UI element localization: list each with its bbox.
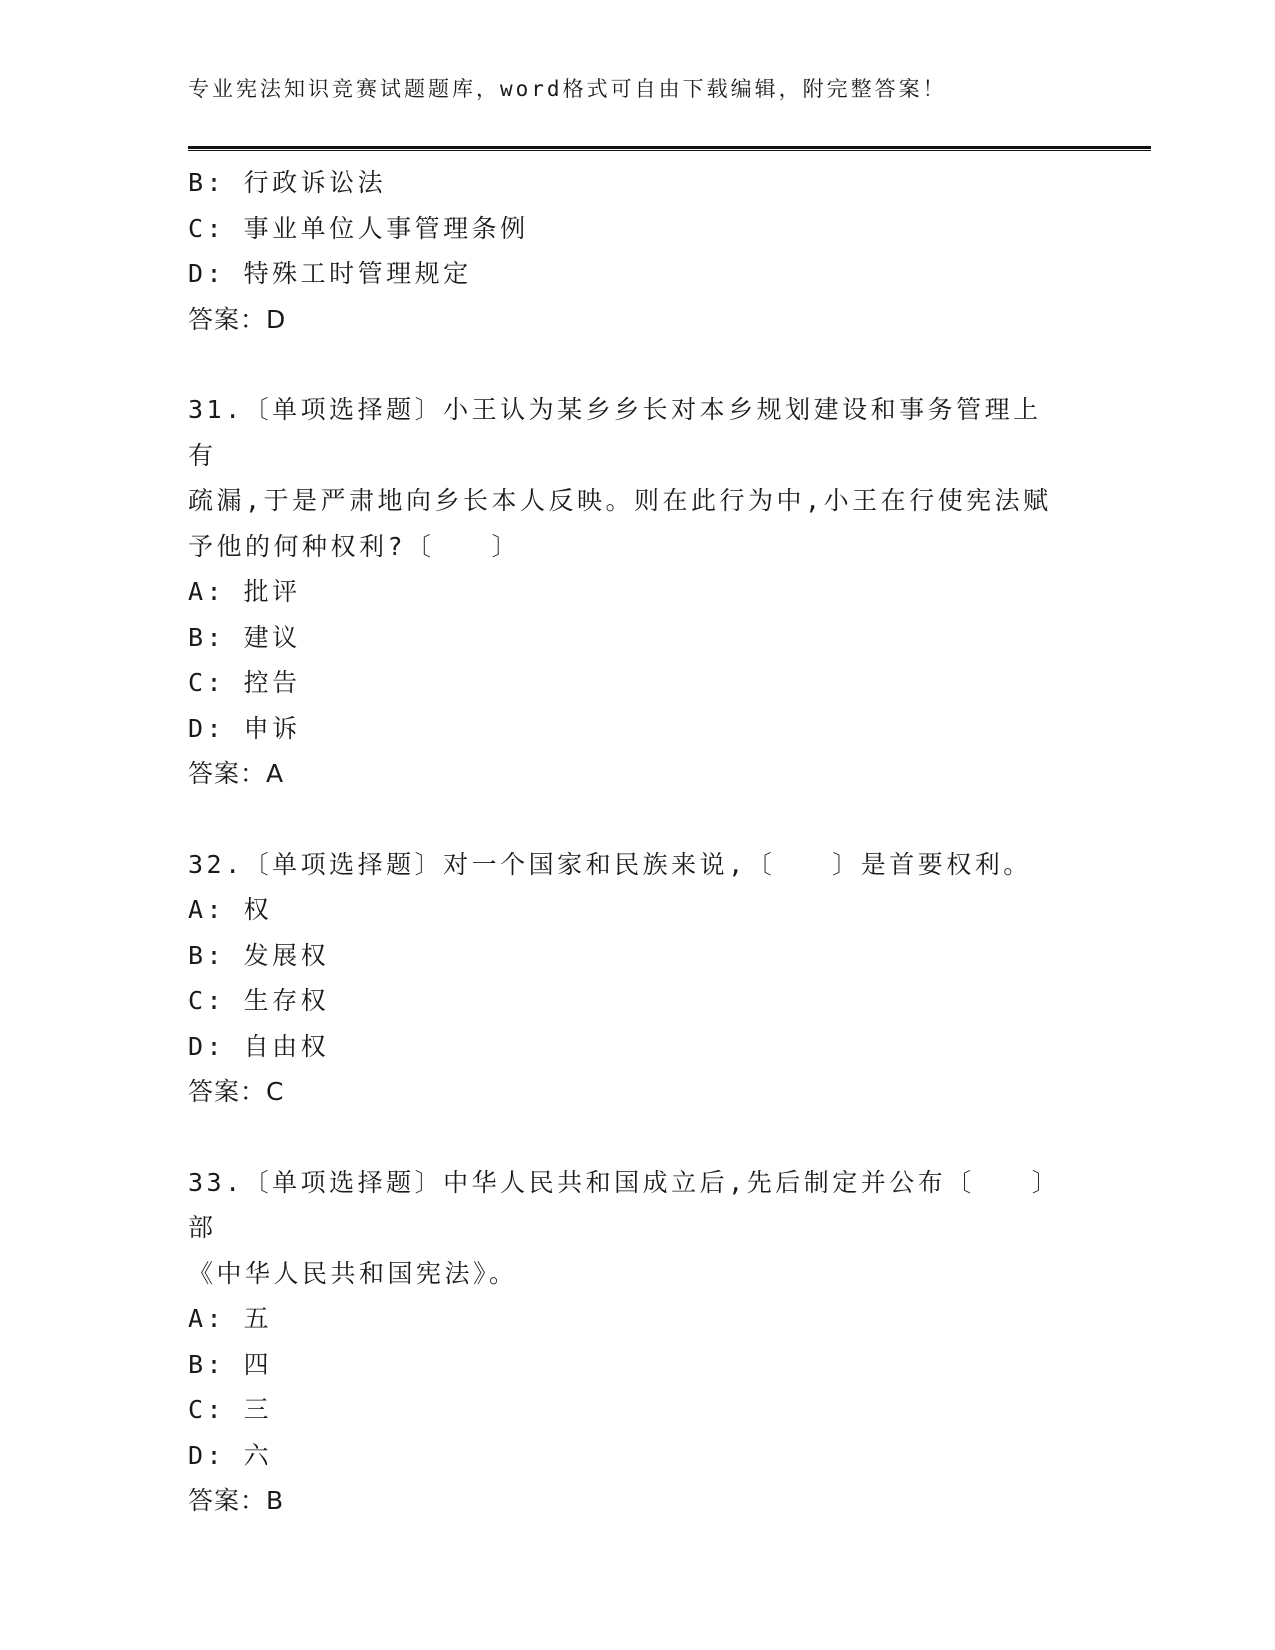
question-line: 予他的何种权利?〔 〕	[188, 531, 521, 561]
question-line: 《中华人民共和国宪法》。	[188, 1258, 518, 1288]
document-body	[188, 160, 1088, 1524]
option-b: B: 建议	[188, 622, 301, 652]
option-c: C: 生存权	[188, 986, 330, 1015]
question-32	[188, 842, 1088, 1115]
question-line: 33.〔单项选择题〕中华人民共和国成立后,先后制定并公布〔 〕部	[188, 1167, 1061, 1242]
header-divider	[188, 146, 1151, 151]
answer: 答案：B	[188, 1486, 285, 1515]
option-d: D: 申诉	[188, 713, 301, 743]
option-a: A: 批评	[188, 577, 301, 606]
option-b: B: 发展权	[188, 940, 330, 970]
option-c: C: 事业单位人事管理条例	[188, 213, 529, 243]
option-a: A: 权	[188, 895, 273, 924]
option-c: C: 控告	[188, 668, 301, 697]
option-b: B: 四	[188, 1349, 273, 1379]
answer: 答案：C	[188, 1077, 285, 1106]
option-a: A: 五	[188, 1304, 273, 1333]
question-line: 疏漏,于是严肃地向乡长本人反映。则在此行为中,小王在行使宪法赋	[188, 486, 1052, 515]
option-b: B: 行政诉讼法	[188, 168, 387, 197]
option-d: D: 六	[188, 1440, 273, 1470]
question-line: 32.〔单项选择题〕对一个国家和民族来说,〔 〕是首要权利。	[188, 849, 1032, 879]
answer: 答案：D	[188, 304, 287, 334]
question-33	[188, 1160, 1088, 1524]
question-line: 31.〔单项选择题〕小王认为某乡乡长对本乡规划建设和事务管理上有	[188, 395, 1042, 470]
page-header: 专业宪法知识竞赛试题题库，word格式可自由下载编辑，附完整答案！	[188, 77, 947, 101]
answer: 答案：A	[188, 759, 285, 788]
option-d: D: 自由权	[188, 1031, 330, 1061]
option-d: D: 特殊工时管理规定	[188, 259, 472, 288]
continuation-block	[188, 160, 1088, 342]
option-c: C: 三	[188, 1395, 273, 1424]
question-31	[188, 387, 1088, 797]
